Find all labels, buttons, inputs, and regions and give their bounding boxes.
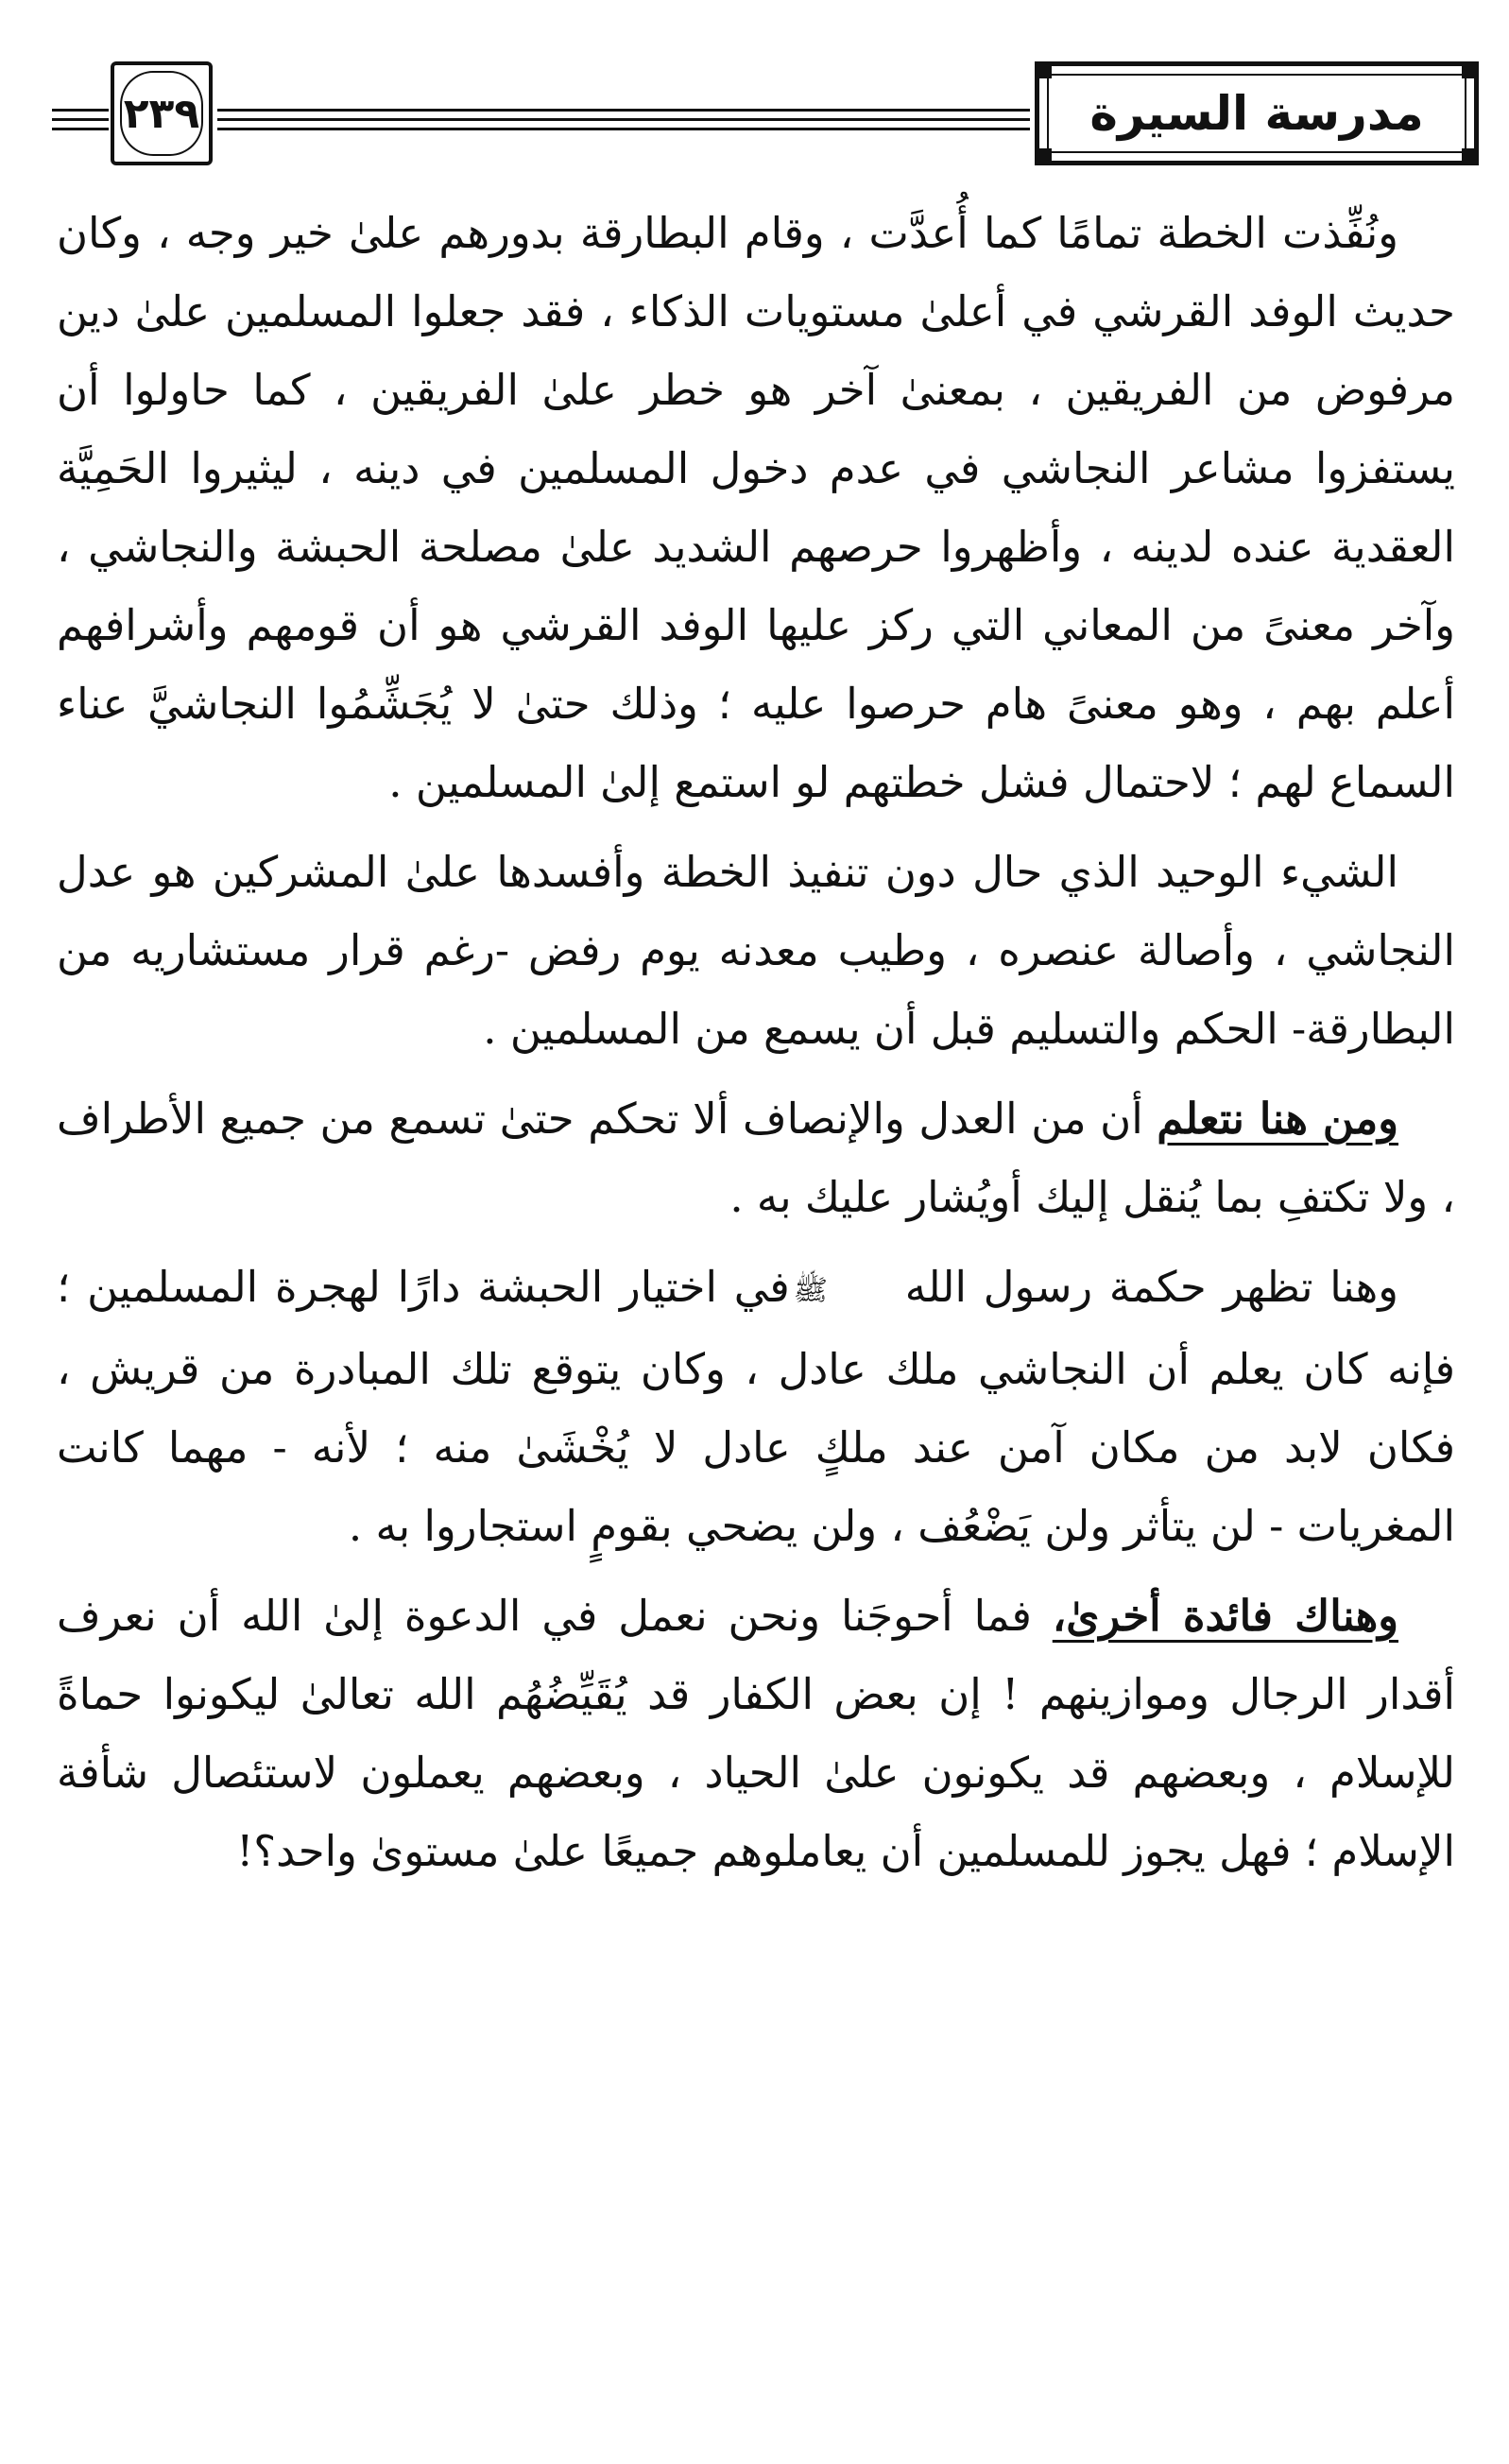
paragraph-text: فما أحوجَنا ونحن نعمل في الدعوة إلىٰ الله أن نعرف أقدار الرجال وموازينهم ! إن بعض الكفار قد يُقَيِّضُهُم الله تعالىٰ ليكونوا حماةً للإسلام ، وبعضهم قد يكونون علىٰ الحياد ، وبعضهم يعملون لاستئصال شأفة الإسلام ؛ فهل يجوز للمسلمين أن يعاملوهم جميعًا علىٰ مستوىٰ واحد؟! xyxy=(57,1591,1455,1876)
frame-corner-ornament xyxy=(1037,148,1052,164)
header-rule xyxy=(217,128,1030,130)
page-body xyxy=(57,194,1455,1902)
paragraph xyxy=(57,1577,1455,1890)
page-header xyxy=(52,52,1460,175)
header-rule xyxy=(52,118,109,121)
header-rule xyxy=(52,128,109,130)
paragraph-text: في اختيار الحبشة دارًا لهجرة المسلمين ؛ فإنه كان يعلم أن النجاشي ملك عادل ، وكان يتوقع تلك المبادرة من قريش ، فكان لابد من مكان آمن عند ملكٍ عادل لا يُخْشَىٰ منه ؛ لأنه - مهما كانت المغريات - لن يتأثر ولن يَضْعُف ، ولن يضحي بقومٍ استجاروا به . xyxy=(57,1262,1455,1551)
page-number: ٢٣٩ xyxy=(123,89,200,138)
paragraph-lead-phrase: وهناك فائدة أخرىٰ، xyxy=(1052,1591,1398,1641)
header-rule xyxy=(52,109,109,112)
header-rule xyxy=(217,118,1030,121)
frame-corner-ornament xyxy=(1462,148,1477,164)
paragraph xyxy=(57,1248,1455,1565)
book-title: مدرسة السيرة xyxy=(1089,86,1424,141)
paragraph-text: أن من العدل والإنصاف ألا تحكم حتىٰ تسمع من جميع الأطراف ، ولا تكتفِ بما يُنقل إليك أويُشار عليك به . xyxy=(57,1094,1455,1222)
frame-corner-ornament xyxy=(1037,63,1052,78)
paragraph-text: وهنا تظهر حكمة رسول الله xyxy=(887,1262,1398,1312)
honorific-glyph: ﷺ xyxy=(793,1274,828,1307)
page-number-frame xyxy=(111,61,213,165)
paragraph xyxy=(57,194,1455,821)
paragraph-text: الشيء الوحيد الذي حال دون تنفيذ الخطة وأفسدها علىٰ المشركين هو عدل النجاشي ، وأصالة عنصره ، وطيب معدنه يوم رفض -رغم قرار مستشاريه من البطارقة- الحكم والتسليم قبل أن يسمع من المسلمين . xyxy=(57,847,1455,1054)
book-title-frame xyxy=(1035,61,1479,165)
paragraph-lead-phrase: ومن هنا نتعلم xyxy=(1157,1094,1398,1144)
paragraph xyxy=(57,1079,1455,1236)
frame-corner-ornament xyxy=(1462,63,1477,78)
header-rule xyxy=(217,109,1030,112)
paragraph xyxy=(57,833,1455,1068)
paragraph-text: ونُفِّذت الخطة تمامًا كما أُعدَّت ، وقام البطارقة بدورهم علىٰ خير وجه ، وكان حديث الوفد القرشي في أعلىٰ مستويات الذكاء ، فقد جعلوا المسلمين علىٰ دين مرفوض من الفريقين ، بمعنىٰ آخر هو خطر علىٰ الفريقين ، كما حاولوا أن يستفزوا مشاعر النجاشي في عدم دخول المسلمين في دينه ، ليثيروا الحَمِيَّة العقدية عنده لدينه ، وأظهروا حرصهم الشديد علىٰ مصلحة الحبشة والنجاشي ، وآخر معنىً من المعاني التي ركز عليها الوفد القرشي هو أن قومهم وأشرافهم أعلم بهم ، وهو معنىً هام حرصوا عليه ؛ وذلك حتىٰ لا يُجَشِّمُوا النجاشيَّ عناء السماع لهم ؛ لاحتمال فشل خطتهم لو استمع إلىٰ المسلمين . xyxy=(57,208,1455,807)
